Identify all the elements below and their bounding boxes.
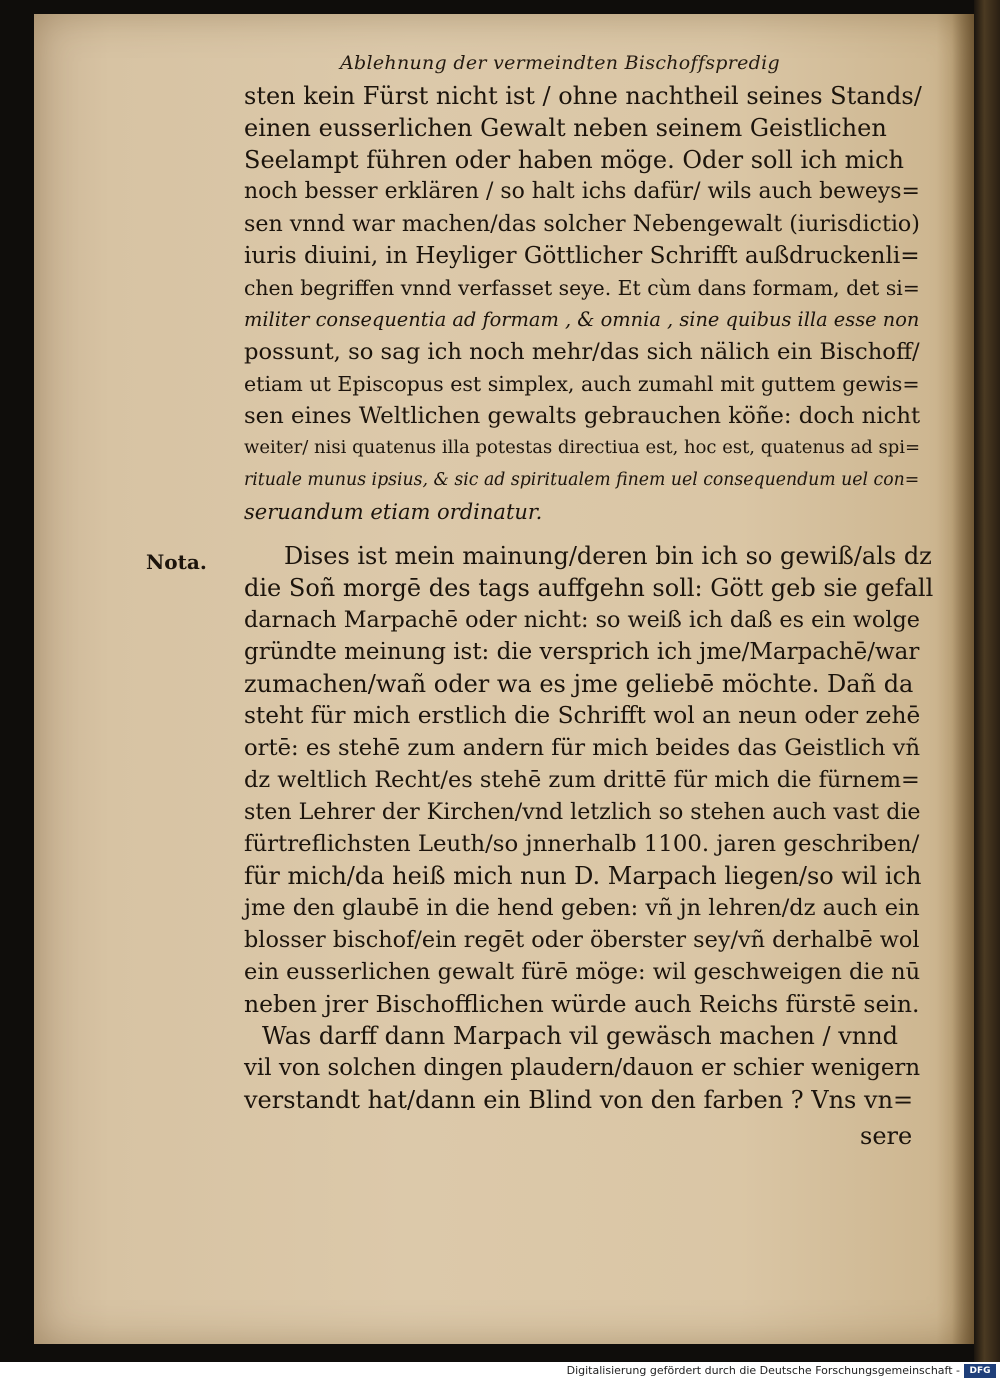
text-line: chen begriffen vnnd verfasset seye. Et cùm dans formam, det si= — [244, 276, 920, 300]
text-line: Seelampt führen oder haben möge. Oder soll ich mich — [244, 146, 904, 174]
text-line: Dises ist mein mainung/deren bin ich so gewiß/als dz — [284, 542, 932, 570]
text-line: verstandt hat/dann ein Blind von den farben ? Vns vn= — [244, 1086, 914, 1114]
text-line: jme den glaubē in die hend geben: vñ jn lehren/dz auch ein — [244, 895, 920, 921]
text-line: vil von solchen dingen plaudern/dauon er schier wenigern — [244, 1055, 921, 1081]
text-line: iuris diuini, in Heyliger Göttlicher Schrifft außdruckenli= — [244, 243, 920, 269]
text-line: zumachen/wañ oder wa es jme geliebē möchte. Dañ da — [244, 670, 914, 698]
latin-text-line: seruandum etiam ordinatur. — [244, 500, 543, 524]
paragraph-1 — [244, 80, 934, 528]
text-line: neben jrer Bischofflichen würde auch Reichs fürstē sein. — [244, 990, 920, 1018]
running-head: Ablehnung der vermeindten Bischoffspredig — [340, 52, 780, 74]
paragraph-2 — [244, 540, 934, 1116]
text-line: steht für mich erstlich die Schrifft wol an neun oder zehē — [244, 702, 921, 729]
text-line: possunt, so sag ich noch mehr/das sich nälich ein Bischoff/ — [244, 339, 920, 365]
latin-text-line: militer consequentia ad formam , & omnia , sine quibus illa esse non — [244, 308, 920, 331]
text-line: fürtreflichsten Leuth/so jnnerhalb 1100. jaren geschriben/ — [244, 831, 920, 857]
text-line: darnach Marpachē oder nicht: so weiß ich daß es ein wolge — [244, 607, 920, 633]
text-line: Was darff dann Marpach vil gewäsch machen / vnnd — [262, 1022, 899, 1050]
marginal-note: Nota. — [146, 550, 207, 574]
funding-credit: Digitalisierung gefördert durch die Deutsche Forschungsgemeinschaft - — [566, 1364, 960, 1377]
dfg-logo: DFG — [964, 1364, 996, 1378]
latin-text-line: rituale munus ipsius, & sic ad spiritualem finem uel consequendum uel con= — [244, 470, 920, 490]
text-line: sten kein Fürst nicht ist / ohne nachtheil seines Stands/ — [244, 82, 922, 110]
text-line: einen eusserlichen Gewalt neben seinem Geistlichen — [244, 114, 887, 142]
text-line: für mich/da heiß mich nun D. Marpach liegen/so wil ich — [244, 862, 922, 890]
catchword: sere — [860, 1122, 913, 1150]
text-line: ein eusserlichen gewalt fürē möge: wil geschweigen die nū — [244, 959, 921, 985]
text-line: blosser bischof/ein regēt oder öberster sey/vñ derhalbē wol — [244, 927, 920, 953]
text-line: noch besser erklären / so halt ichs dafür/ wils auch beweys= — [244, 179, 920, 204]
text-line: weiter/ nisi quatenus illa potestas directiua est, hoc est, quatenus ad spi= — [244, 437, 921, 458]
text-line: sten Lehrer der Kirchen/vnd letzlich so stehen auch vast die — [244, 799, 921, 825]
text-line: dz weltlich Recht/es stehē zum drittē für mich die fürnem= — [244, 767, 920, 793]
text-line: sen eines Weltlichen gewalts gebrauchen köñe: doch nicht — [244, 403, 921, 429]
text-line: sen vnnd war machen/das solcher Nebengewalt (iurisdictio) — [244, 211, 920, 237]
page-edge-shadow — [952, 14, 974, 1344]
text-line: gründte meinung ist: die versprich ich jme/Marpachē/war — [244, 639, 920, 665]
text-line: ortē: es stehē zum andern für mich beides das Geistlich vñ — [244, 735, 921, 761]
text-line: etiam ut Episcopus est simplex, auch zumahl mit guttem gewis= — [244, 372, 920, 396]
text-line: die Soñ morgē des tags auffgehn soll: Gött geb sie gefall — [244, 574, 934, 602]
footer-bar — [0, 1362, 1000, 1381]
book-gutter — [974, 0, 1000, 1362]
